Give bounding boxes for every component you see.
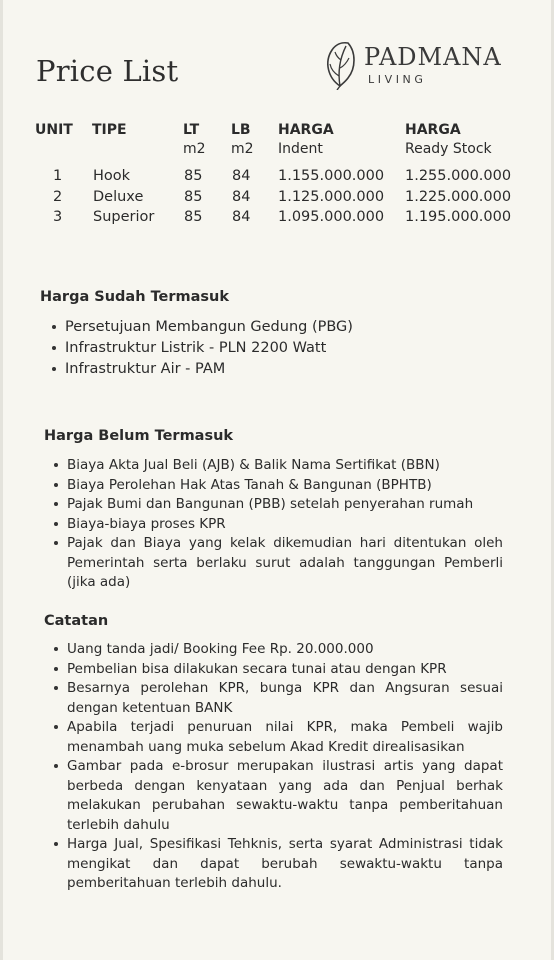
included-list — [65, 317, 505, 380]
list-item: Uang tanda jadi/ Booking Fee Rp. 20.000.000 — [67, 640, 503, 660]
list-item: Biaya Perolehan Hak Atas Tanah & Bangunan (BPHTB) — [67, 476, 503, 496]
notes-list — [67, 640, 503, 894]
cell-harga-indent: 1.155.000.000 — [278, 168, 385, 184]
cell-tipe: Deluxe — [93, 189, 144, 205]
list-item: Harga Jual, Spesifikasi Tehknis, serta syarat Administrasi tidak mengikat dan dapat berubah sewaktu-waktu tanpa pemberitahuan terlebih dahulu. — [67, 835, 503, 894]
cell-lt: 85 — [184, 168, 203, 184]
cell-harga-indent: 1.095.000.000 — [278, 209, 385, 225]
section-title-excluded: Harga Belum Termasuk — [44, 428, 234, 444]
brand-subtitle: LIVING — [368, 73, 427, 86]
brand-name: PADMANA — [364, 43, 502, 71]
section-title-notes: Catatan — [44, 613, 109, 629]
left-border — [0, 0, 3, 960]
cell-lb: 84 — [232, 189, 251, 205]
section-title-included: Harga Sudah Termasuk — [40, 289, 230, 305]
list-item: Infrastruktur Listrik - PLN 2200 Watt — [65, 338, 505, 359]
list-item: Gambar pada e-brosur merupakan ilustrasi artis yang dapat berbeda dengan kenyataan yang ada dan Penjual berhak melakukan perubahan sewaktu-waktu tanpa pemberitahuan terlebih dahulu — [67, 757, 503, 835]
cell-harga-ready: 1.195.000.000 — [405, 209, 512, 225]
header-harga-indent: HARGA Indent — [278, 122, 334, 157]
lotus-leaf-icon — [322, 40, 358, 90]
cell-lb: 84 — [232, 168, 251, 184]
cell-tipe: Superior — [93, 209, 155, 225]
list-item: Pajak Bumi dan Bangunan (PBB) setelah penyerahan rumah — [67, 495, 503, 515]
excluded-list — [67, 456, 503, 593]
list-item: Persetujuan Membangun Gedung (PBG) — [65, 317, 505, 338]
list-item: Besarnya perolehan KPR, bunga KPR dan Angsuran sesuai dengan ketentuan BANK — [67, 679, 503, 718]
list-item: Pajak dan Biaya yang kelak dikemudian hari ditentukan oleh Pemerintah serta berlaku surut adalah tanggungan Pemberli (jika ada) — [67, 534, 503, 593]
cell-unit: 3 — [53, 209, 63, 225]
cell-unit: 1 — [53, 168, 63, 184]
cell-lt: 85 — [184, 209, 203, 225]
list-item: Infrastruktur Air - PAM — [65, 359, 505, 380]
cell-harga-indent: 1.125.000.000 — [278, 189, 385, 205]
header-unit: UNIT — [35, 122, 73, 138]
list-item: Biaya Akta Jual Beli (AJB) & Balik Nama Sertifikat (BBN) — [67, 456, 503, 476]
cell-lt: 85 — [184, 189, 203, 205]
header-lt: LT m2 — [183, 122, 206, 157]
cell-lb: 84 — [232, 209, 251, 225]
list-item: Pembelian bisa dilakukan secara tunai atau dengan KPR — [67, 660, 503, 680]
list-item: Apabila terjadi penuruan nilai KPR, maka Pembeli wajib menambah uang muka sebelum Akad Kredit direalisasikan — [67, 718, 503, 757]
header-harga-ready-stock: HARGA Ready Stock — [405, 122, 492, 157]
page-title: Price List — [36, 54, 179, 88]
header-lb: LB m2 — [231, 122, 254, 157]
brand-logo — [322, 40, 522, 92]
cell-harga-ready: 1.225.000.000 — [405, 189, 512, 205]
cell-unit: 2 — [53, 189, 63, 205]
list-item: Biaya-biaya proses KPR — [67, 515, 503, 535]
cell-tipe: Hook — [93, 168, 131, 184]
cell-harga-ready: 1.255.000.000 — [405, 168, 512, 184]
header-tipe: TIPE — [92, 122, 127, 138]
